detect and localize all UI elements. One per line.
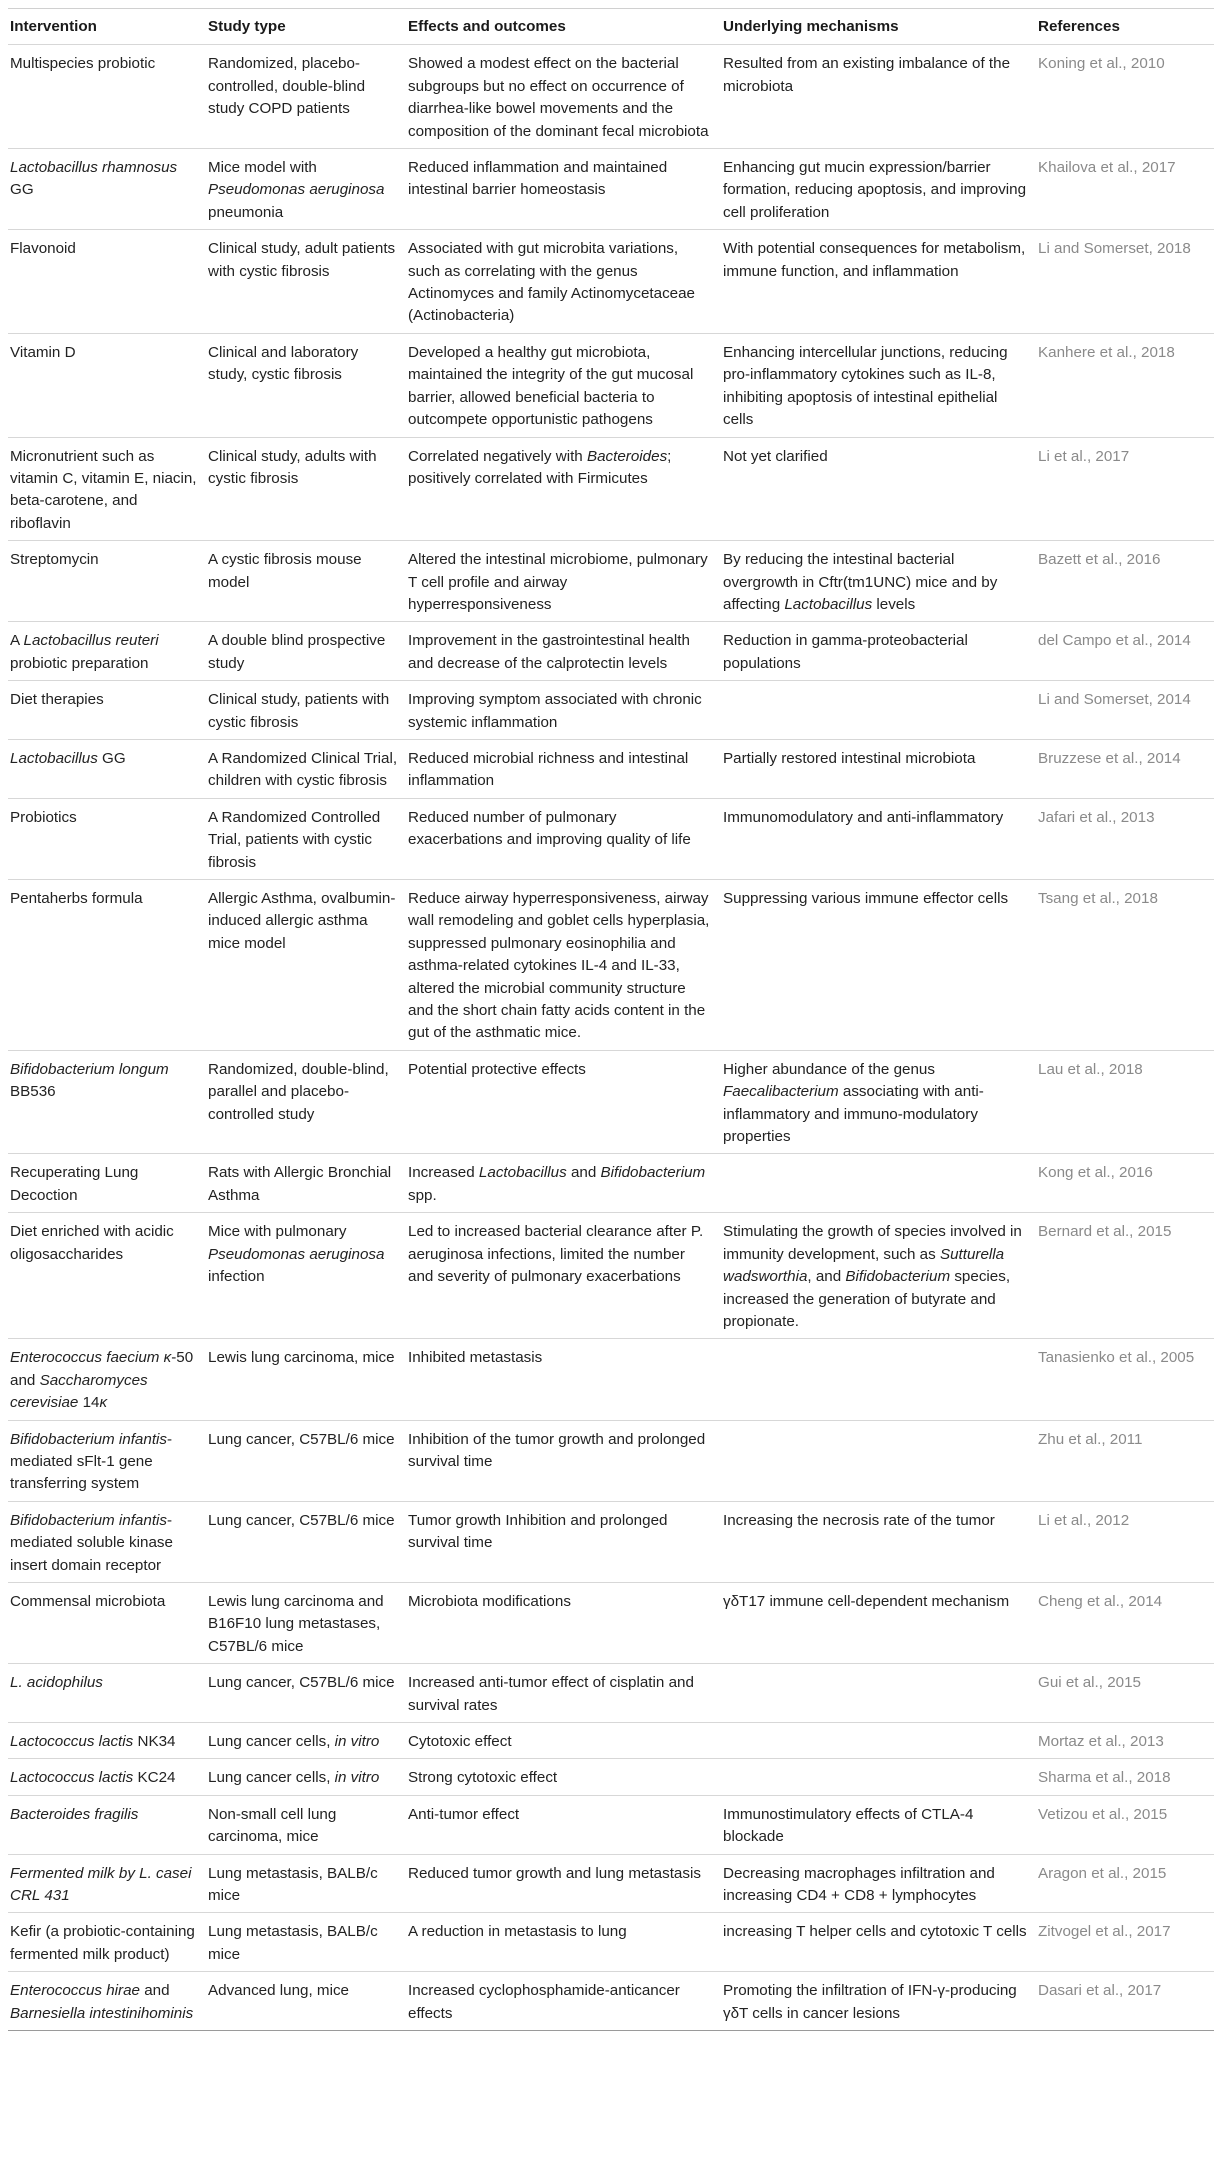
cell-text: Streptomycin <box>10 551 99 569</box>
cell-text: Multispecies probiotic <box>10 55 156 73</box>
cell-underlying-mechanisms <box>721 333 1036 437</box>
cell-reference: Zhu et al., 2011 <box>1036 1420 1214 1501</box>
cell-text: ; positively correlated with Firmicutes <box>408 447 672 487</box>
cell-text: Randomized, placebo-controlled, double-blind study COPD patients <box>208 55 366 118</box>
cell-text: Promoting the infiltration of IFN-γ-producing γδT cells in cancer lesions <box>723 1982 1017 2022</box>
cell-study-type <box>206 739 406 798</box>
cell-reference: Zitvogel et al., 2017 <box>1036 1913 1214 1972</box>
cell-text: GG <box>97 749 126 767</box>
cell-effects-outcomes <box>406 1050 721 1154</box>
table-row <box>8 1972 1214 2031</box>
cell-intervention <box>8 1339 206 1420</box>
cell-reference: Kong et al., 2016 <box>1036 1154 1214 1213</box>
cell-text: Strong cytotoxic effect <box>408 1769 558 1787</box>
cell-effects-outcomes <box>406 622 721 681</box>
cell-text: Increasing the necrosis rate of the tumor <box>723 1511 995 1529</box>
cell-text: Reduce airway hyperresponsiveness, airway wall remodeling and goblet cells hyperplasia, suppressed pulmonary eosinophilia and asthma-related cytokines IL-4 and IL-33, altered the microbial community structure and the short chain fatty acids content in the gut of the asthmatic mice. <box>408 890 710 1042</box>
cell-intervention <box>8 1420 206 1501</box>
cell-text: A cystic fibrosis mouse model <box>208 551 362 591</box>
cell-intervention <box>8 1913 206 1972</box>
cell-text: Lactobacillus <box>784 595 873 613</box>
cell-text: Advanced lung, mice <box>208 1982 349 2000</box>
cell-text: Saccharomyces cerevisiae <box>10 1371 148 1412</box>
cell-text: Bifidobacterium infantis <box>10 1511 168 1529</box>
cell-text: Lung metastasis, BALB/c mice <box>208 1864 378 1905</box>
cell-text: Cytotoxic effect <box>408 1733 512 1750</box>
cell-intervention <box>8 1501 206 1582</box>
cell-text: Reduced tumor growth and lung metastasis <box>408 1864 701 1882</box>
cell-text: Clinical study, adult patients with cystic fibrosis <box>208 240 396 280</box>
cell-text: Lactobacillus <box>10 749 98 767</box>
header-underlying-mechanisms: Underlying mechanisms <box>723 18 899 35</box>
cell-text: Resulted from an existing imbalance of the microbiota <box>723 55 1011 95</box>
cell-text: Improvement in the gastrointestinal health and decrease of the calprotectin levels <box>408 632 690 672</box>
table-row <box>8 45 1214 149</box>
cell-reference: Bazett et al., 2016 <box>1036 541 1214 622</box>
cell-underlying-mechanisms <box>721 1582 1036 1663</box>
table-row <box>8 149 1214 230</box>
cell-text: Barnesiella intestinihominis <box>10 2004 194 2022</box>
cell-intervention <box>8 1759 206 1795</box>
cell-intervention <box>8 1854 206 1913</box>
cell-text: Bacteroides <box>586 447 668 465</box>
cell-reference: Li and Somerset, 2018 <box>1036 230 1214 334</box>
cell-text: Reduced microbial richness and intestinal inflammation <box>408 749 689 790</box>
cell-text: Probiotics <box>10 808 77 826</box>
cell-effects-outcomes <box>406 739 721 798</box>
cell-text: Lactococcus lactis <box>10 1733 134 1750</box>
header-effects-outcomes: Effects and outcomes <box>408 18 566 35</box>
cell-text: Pseudomonas aeruginosa <box>208 181 385 199</box>
cell-reference: del Campo et al., 2014 <box>1036 622 1214 681</box>
cell-intervention <box>8 333 206 437</box>
cell-text: Non-small cell lung carcinoma, mice <box>208 1805 337 1846</box>
cell-study-type <box>206 333 406 437</box>
cell-text: Lewis lung carcinoma, mice <box>208 1349 395 1367</box>
table-row <box>8 333 1214 437</box>
cell-text: , and <box>807 1268 846 1286</box>
cell-text: Vitamin D <box>10 343 76 361</box>
table-row <box>8 622 1214 681</box>
cell-text: A Randomized Controlled Trial, patients with cystic fibrosis <box>208 808 381 871</box>
cell-underlying-mechanisms <box>721 739 1036 798</box>
cell-text: Correlated negatively with <box>408 447 587 465</box>
cell-intervention <box>8 437 206 541</box>
cell-underlying-mechanisms <box>721 230 1036 334</box>
cell-reference: Li et al., 2017 <box>1036 437 1214 541</box>
cell-underlying-mechanisms <box>721 1339 1036 1420</box>
cell-text: Lung cancer cells, <box>208 1769 335 1787</box>
cell-text: Stimulating the growth of species involved in immunity development, such as <box>723 1223 1022 1263</box>
cell-effects-outcomes <box>406 149 721 230</box>
cell-text: Lung cancer, C57BL/6 mice <box>208 1511 395 1529</box>
cell-text: Potential protective effects <box>408 1060 586 1078</box>
cell-effects-outcomes <box>406 333 721 437</box>
cell-study-type <box>206 1154 406 1213</box>
cell-study-type <box>206 1795 406 1854</box>
cell-reference: Aragon et al., 2015 <box>1036 1854 1214 1913</box>
cell-effects-outcomes <box>406 1420 721 1501</box>
table-row <box>8 1420 1214 1501</box>
cell-text: A double blind prospective study <box>208 632 386 672</box>
cell-text: Mice with pulmonary <box>208 1223 347 1241</box>
cell-intervention <box>8 1972 206 2031</box>
cell-effects-outcomes <box>406 1582 721 1663</box>
cell-underlying-mechanisms <box>721 1913 1036 1972</box>
cell-intervention <box>8 1213 206 1339</box>
cell-intervention <box>8 230 206 334</box>
cell-reference: Koning et al., 2010 <box>1036 45 1214 149</box>
cell-text: -50 and <box>10 1349 194 1389</box>
table-body <box>8 45 1214 2031</box>
cell-reference: Tanasienko et al., 2005 <box>1036 1339 1214 1420</box>
cell-intervention <box>8 880 206 1051</box>
cell-underlying-mechanisms <box>721 622 1036 681</box>
table-row <box>8 880 1214 1051</box>
cell-intervention <box>8 1050 206 1154</box>
cell-effects-outcomes <box>406 437 721 541</box>
cell-effects-outcomes <box>406 1154 721 1213</box>
table-row <box>8 1795 1214 1854</box>
cell-effects-outcomes <box>406 45 721 149</box>
cell-underlying-mechanisms <box>721 1501 1036 1582</box>
cell-text: Reduction in gamma-proteobacterial populations <box>723 632 968 672</box>
cell-effects-outcomes <box>406 1854 721 1913</box>
cell-reference: Sharma et al., 2018 <box>1036 1759 1214 1795</box>
cell-text: Lewis lung carcinoma and B16F10 lung metastases, C57BL/6 mice <box>208 1592 384 1655</box>
cell-study-type <box>206 1723 406 1759</box>
header-intervention: Intervention <box>10 18 97 35</box>
cell-effects-outcomes <box>406 1501 721 1582</box>
cell-text: Randomized, double-blind, parallel and placebo-controlled study <box>208 1060 389 1123</box>
cell-text: Inhibition of the tumor growth and prolonged survival time <box>408 1430 706 1470</box>
cell-study-type <box>206 1339 406 1420</box>
cell-text: Immunostimulatory effects of CTLA-4 blockade <box>723 1805 974 1846</box>
cell-text: Pseudomonas aeruginosa <box>208 1245 385 1263</box>
cell-text: Increased cyclophosphamide-anticancer effects <box>408 1982 680 2022</box>
cell-reference: Bernard et al., 2015 <box>1036 1213 1214 1339</box>
cell-underlying-mechanisms <box>721 1795 1036 1854</box>
cell-text: pneumonia <box>208 203 284 221</box>
cell-text: γδT17 immune cell-dependent mechanism <box>723 1592 1010 1610</box>
cell-text: Lung cancer cells, <box>208 1733 335 1750</box>
cell-text: Micronutrient such as vitamin C, vitamin E, niacin, beta-carotene, and riboflavin <box>10 447 197 532</box>
intervention-table <box>8 8 1214 2031</box>
cell-text: Bifidobacterium infantis <box>10 1430 168 1448</box>
cell-text: Diet enriched with acidic oligosaccharides <box>10 1223 174 1263</box>
cell-text: Decreasing macrophages infiltration and increasing CD4 + CD8 + lymphocytes <box>723 1864 995 1905</box>
cell-intervention <box>8 1795 206 1854</box>
cell-underlying-mechanisms <box>721 45 1036 149</box>
cell-text: Lactococcus lactis <box>10 1769 134 1787</box>
cell-reference: Cheng et al., 2014 <box>1036 1582 1214 1663</box>
cell-text: A reduction in metastasis to lung <box>408 1923 627 1941</box>
cell-underlying-mechanisms <box>721 541 1036 622</box>
table-row <box>8 1582 1214 1663</box>
table-row <box>8 1913 1214 1972</box>
cell-effects-outcomes <box>406 1795 721 1854</box>
cell-text: Kefir (a probiotic-containing fermented milk product) <box>10 1923 195 1963</box>
cell-text: 14 <box>78 1394 100 1412</box>
cell-effects-outcomes <box>406 880 721 1051</box>
header-study-type: Study type <box>208 18 286 35</box>
cell-text: and <box>140 1982 170 2000</box>
cell-text: By reducing the intestinal bacterial overgrowth in Cftr(tm1UNC) mice and by affecting <box>723 551 998 613</box>
header-row <box>8 9 1214 45</box>
cell-underlying-mechanisms <box>721 1154 1036 1213</box>
cell-study-type <box>206 622 406 681</box>
cell-intervention <box>8 798 206 879</box>
cell-text: Bifidobacterium longum <box>10 1060 169 1078</box>
cell-reference: Li et al., 2012 <box>1036 1501 1214 1582</box>
cell-text: Bifidobacterium <box>600 1164 706 1182</box>
cell-text: KC24 <box>133 1769 176 1787</box>
cell-text: Immunomodulatory and anti-inflammatory <box>723 808 1004 826</box>
cell-text: Developed a healthy gut microbiota, maintained the integrity of the gut mucosal barrier, allowed beneficial bacteria to outcompete opportunistic pathogens <box>408 343 694 429</box>
cell-reference: Vetizou et al., 2015 <box>1036 1795 1214 1854</box>
cell-study-type <box>206 880 406 1051</box>
cell-study-type <box>206 1664 406 1723</box>
table-row <box>8 1213 1214 1339</box>
cell-study-type <box>206 149 406 230</box>
cell-intervention <box>8 149 206 230</box>
cell-reference: Kanhere et al., 2018 <box>1036 333 1214 437</box>
cell-text: Mice model with <box>208 159 317 177</box>
table-row <box>8 1501 1214 1582</box>
table-row <box>8 1854 1214 1913</box>
cell-underlying-mechanisms <box>721 880 1036 1051</box>
cell-underlying-mechanisms <box>721 681 1036 740</box>
cell-text: Sutturella wadsworthia <box>723 1245 1005 1286</box>
cell-study-type <box>206 1050 406 1154</box>
cell-effects-outcomes <box>406 1913 721 1972</box>
cell-effects-outcomes <box>406 798 721 879</box>
table-row <box>8 1154 1214 1213</box>
cell-text: associating with anti-inflammatory and immuno-modulatory properties <box>723 1083 984 1146</box>
cell-text: Commensal microbiota <box>10 1592 166 1610</box>
cell-text: Pentaherbs formula <box>10 890 143 907</box>
cell-effects-outcomes <box>406 1664 721 1723</box>
cell-effects-outcomes <box>406 1213 721 1339</box>
cell-underlying-mechanisms <box>721 437 1036 541</box>
cell-reference: Gui et al., 2015 <box>1036 1664 1214 1723</box>
cell-intervention <box>8 1664 206 1723</box>
cell-study-type <box>206 45 406 149</box>
cell-text: probiotic preparation <box>10 654 149 672</box>
cell-text: GG <box>10 181 34 199</box>
cell-reference: Khailova et al., 2017 <box>1036 149 1214 230</box>
cell-text: levels <box>872 595 916 613</box>
cell-reference: Tsang et al., 2018 <box>1036 880 1214 1051</box>
cell-text: Allergic Asthma, ovalbumin-induced allergic asthma mice model <box>208 890 396 952</box>
cell-intervention <box>8 739 206 798</box>
cell-effects-outcomes <box>406 681 721 740</box>
cell-study-type <box>206 1213 406 1339</box>
cell-text: Tumor growth Inhibition and prolonged survival time <box>408 1511 668 1552</box>
cell-text: Inhibited metastasis <box>408 1349 543 1367</box>
cell-intervention <box>8 681 206 740</box>
cell-text: Clinical study, patients with cystic fibrosis <box>208 691 390 731</box>
cell-text: Enhancing gut mucin expression/barrier formation, reducing apoptosis, and improving cell proliferation <box>723 159 1027 221</box>
cell-text: A Randomized Clinical Trial, children with cystic fibrosis <box>208 749 398 790</box>
cell-underlying-mechanisms <box>721 798 1036 879</box>
cell-text: BB536 <box>10 1083 56 1101</box>
cell-text: κ <box>99 1394 108 1412</box>
cell-text: Increased anti-tumor effect of cisplatin and survival rates <box>408 1674 694 1714</box>
cell-text: With potential consequences for metabolism, immune function, and inflammation <box>723 240 1026 280</box>
cell-effects-outcomes <box>406 541 721 622</box>
cell-underlying-mechanisms <box>721 1972 1036 2031</box>
cell-study-type <box>206 798 406 879</box>
cell-effects-outcomes <box>406 230 721 334</box>
cell-text: Rats with Allergic Bronchial Asthma <box>208 1164 392 1204</box>
cell-underlying-mechanisms <box>721 1664 1036 1723</box>
cell-study-type <box>206 1420 406 1501</box>
cell-text: Altered the intestinal microbiome, pulmonary T cell profile and airway hyperresponsiveness <box>408 551 708 613</box>
cell-text: Bacteroides fragilis <box>10 1805 139 1823</box>
table-row <box>8 1050 1214 1154</box>
cell-effects-outcomes <box>406 1723 721 1759</box>
cell-reference: Lau et al., 2018 <box>1036 1050 1214 1154</box>
cell-text: Suppressing various immune effector cells <box>723 890 1009 907</box>
cell-study-type <box>206 681 406 740</box>
table-row <box>8 437 1214 541</box>
cell-text: Lactobacillus reuteri <box>23 632 159 650</box>
table-row <box>8 739 1214 798</box>
cell-text: Associated with gut microbita variations, such as correlating with the genus Actinomyces and family Actinomycetaceae (Actinobacteria) <box>408 240 696 325</box>
cell-reference: Jafari et al., 2013 <box>1036 798 1214 879</box>
cell-text: Clinical and laboratory study, cystic fibrosis <box>208 343 359 384</box>
cell-effects-outcomes <box>406 1972 721 2031</box>
table-row <box>8 1759 1214 1795</box>
cell-study-type <box>206 1972 406 2031</box>
cell-underlying-mechanisms <box>721 1854 1036 1913</box>
cell-intervention <box>8 622 206 681</box>
table-row <box>8 681 1214 740</box>
cell-underlying-mechanisms <box>721 1759 1036 1795</box>
cell-study-type <box>206 437 406 541</box>
cell-text: Lung metastasis, BALB/c mice <box>208 1923 378 1963</box>
cell-text: Reduced inflammation and maintained intestinal barrier homeostasis <box>408 159 668 199</box>
cell-study-type <box>206 1854 406 1913</box>
cell-text: Enhancing intercellular junctions, reducing pro-inflammatory cytokines such as IL-8, inhibiting apoptosis of intestinal epithelial cells <box>723 343 1008 429</box>
cell-reference: Li and Somerset, 2014 <box>1036 681 1214 740</box>
table-row <box>8 230 1214 334</box>
cell-text: Bifidobacterium <box>845 1268 951 1286</box>
header-references: References <box>1038 18 1120 35</box>
cell-study-type <box>206 1913 406 1972</box>
cell-study-type <box>206 1759 406 1795</box>
cell-text: species, increased the generation of butyrate and propionate. <box>723 1268 1011 1330</box>
cell-text: Increased <box>408 1164 479 1182</box>
cell-text: Not yet clarified <box>723 447 828 465</box>
cell-text: Led to increased bacterial clearance after P. aeruginosa infections, limited the number and severity of pulmonary exacerbations <box>408 1223 704 1286</box>
cell-text: spp. <box>408 1186 437 1204</box>
cell-study-type <box>206 541 406 622</box>
cell-text: Improving symptom associated with chronic systemic inflammation <box>408 691 702 731</box>
table-row <box>8 1339 1214 1420</box>
cell-text: -mediated soluble kinase insert domain receptor <box>10 1511 173 1574</box>
table-row <box>8 1664 1214 1723</box>
cell-text: infection <box>208 1268 265 1286</box>
cell-reference: Dasari et al., 2017 <box>1036 1972 1214 2031</box>
cell-text: NK34 <box>133 1733 176 1750</box>
cell-intervention <box>8 1582 206 1663</box>
cell-underlying-mechanisms <box>721 1050 1036 1154</box>
cell-text: Showed a modest effect on the bacterial subgroups but no effect on occurrence of diarrhea-like bowel movements and the composition of the dominant fecal microbiota <box>408 55 709 140</box>
cell-underlying-mechanisms <box>721 1213 1036 1339</box>
cell-text: Flavonoid <box>10 240 76 258</box>
cell-text: Lung cancer, C57BL/6 mice <box>208 1674 395 1692</box>
table-row <box>8 798 1214 879</box>
cell-intervention <box>8 1723 206 1759</box>
cell-text: Lactobacillus rhamnosus <box>10 159 178 177</box>
cell-text: Clinical study, adults with cystic fibrosis <box>208 447 377 487</box>
cell-text: Enterococcus faecium <box>10 1349 160 1367</box>
cell-reference: Bruzzese et al., 2014 <box>1036 739 1214 798</box>
cell-text: Partially restored intestinal microbiota <box>723 749 976 767</box>
cell-effects-outcomes <box>406 1759 721 1795</box>
cell-text: in vitro <box>334 1733 380 1750</box>
cell-text: Lactobacillus <box>478 1164 567 1182</box>
cell-text: Higher abundance of the genus <box>723 1060 935 1078</box>
cell-text: Diet therapies <box>10 691 104 709</box>
cell-intervention <box>8 45 206 149</box>
cell-intervention <box>8 541 206 622</box>
cell-text: Faecalibacterium <box>723 1083 839 1101</box>
cell-study-type <box>206 1501 406 1582</box>
cell-underlying-mechanisms <box>721 149 1036 230</box>
cell-underlying-mechanisms <box>721 1420 1036 1501</box>
cell-text: Lung cancer, C57BL/6 mice <box>208 1430 395 1448</box>
cell-underlying-mechanisms <box>721 1723 1036 1759</box>
cell-text: Reduced number of pulmonary exacerbations and improving quality of life <box>408 808 691 849</box>
cell-text: in vitro <box>334 1769 380 1787</box>
cell-study-type <box>206 230 406 334</box>
cell-text: Enterococcus hirae <box>10 1982 141 2000</box>
cell-text: and <box>566 1164 601 1182</box>
cell-effects-outcomes <box>406 1339 721 1420</box>
cell-text: κ <box>163 1349 172 1367</box>
cell-study-type <box>206 1582 406 1663</box>
cell-text: Fermented milk by L. casei CRL 431 <box>10 1864 192 1905</box>
table-header <box>8 9 1214 45</box>
cell-text: A <box>10 632 24 650</box>
cell-text: Anti-tumor effect <box>408 1805 520 1823</box>
cell-text: Recuperating Lung Decoction <box>10 1164 139 1204</box>
cell-text: -mediated sFlt-1 gene transferring system <box>10 1430 173 1493</box>
cell-text: increasing T helper cells and cytotoxic T cells <box>723 1923 1027 1941</box>
cell-text: L. acidophilus <box>10 1674 103 1692</box>
cell-intervention <box>8 1154 206 1213</box>
cell-reference: Mortaz et al., 2013 <box>1036 1723 1214 1759</box>
table-row <box>8 1723 1214 1759</box>
table-row <box>8 541 1214 622</box>
cell-text: Microbiota modifications <box>408 1592 571 1610</box>
